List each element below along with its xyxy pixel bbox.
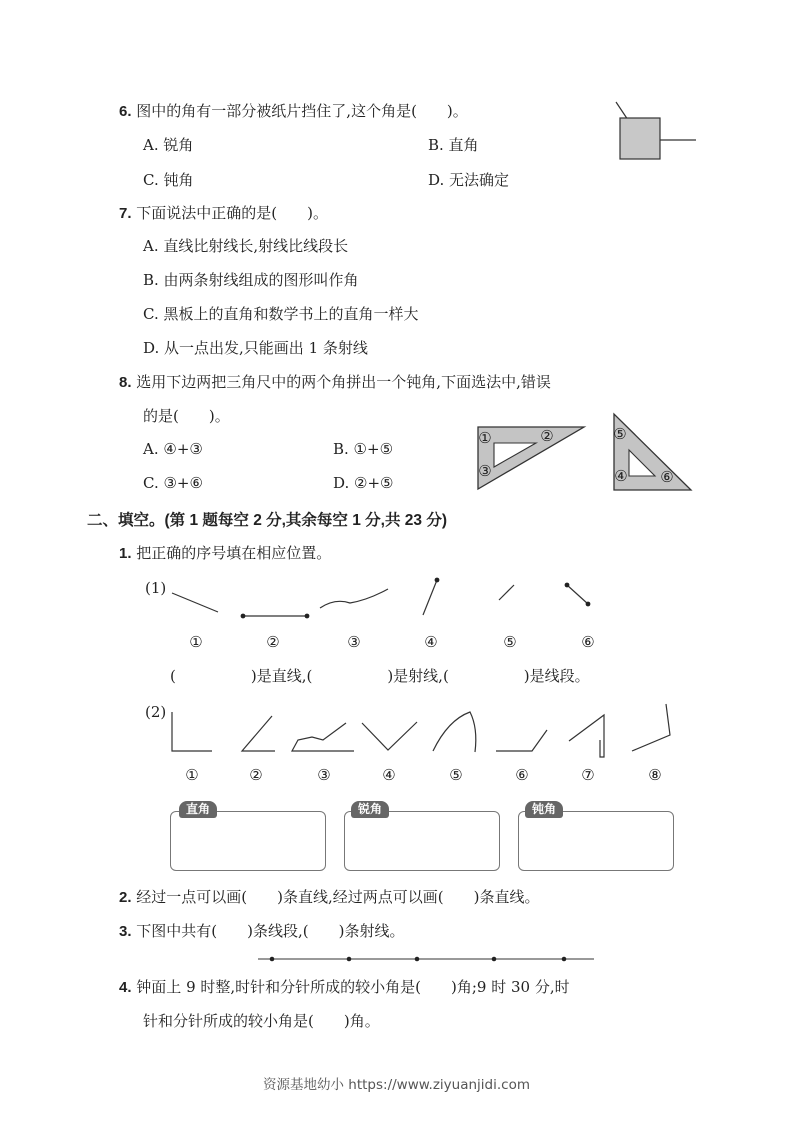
obtuse-angle-box-tag: 钝角 <box>525 801 563 818</box>
right-angle-box-tag: 直角 <box>179 801 217 818</box>
part-2-mark-6: ⑥ <box>515 766 529 784</box>
fill-1-part-1-label: (1) <box>145 579 167 597</box>
section-2-title: 二、填空。(第 1 题每空 2 分,其余每空 1 分,共 23 分) <box>87 512 447 529</box>
q8-stem-line1: 选用下边两把三角尺中的两个角拼出一个钝角,下面选法中,错误 <box>136 373 551 391</box>
set-square-1-angle-2: ② <box>540 427 554 445</box>
q7-option-a: A. 直线比射线长,射线比线段长 <box>143 237 349 255</box>
q7-number: 7. <box>119 205 132 222</box>
fill-2-number: 2. <box>119 889 132 906</box>
acute-angle-box-tag: 锐角 <box>351 801 389 818</box>
part-1-answer-line: ( )是直线,( )是射线,( )是线段。 <box>170 667 590 685</box>
fill-4-line1: 钟面上 9 时整,时针和分针所成的较小角是( )角;9 时 30 分,时 <box>136 978 570 996</box>
q8-stem-line2: 的是( )。 <box>143 407 230 425</box>
fill-1-stem: 把正确的序号填在相应位置。 <box>136 544 332 562</box>
fill-1-part-2-label: (2) <box>145 703 167 721</box>
part-2-mark-2: ② <box>249 766 263 784</box>
part-1-mark-4: ④ <box>424 633 438 651</box>
part-1-mark-2: ② <box>266 633 280 651</box>
q6-option-b: B. 直角 <box>428 136 479 154</box>
part-2-mark-7: ⑦ <box>581 766 595 784</box>
set-square-2-angle-6: ⑥ <box>660 468 674 486</box>
q7-option-c: C. 黑板上的直角和数学书上的直角一样大 <box>143 305 419 323</box>
q6-stem: 图中的角有一部分被纸片挡住了,这个角是( )。 <box>136 102 468 120</box>
fill-1-number: 1. <box>119 545 132 562</box>
part-2-mark-5: ⑤ <box>449 766 463 784</box>
fill-3-number: 3. <box>119 923 132 940</box>
q6-option-a: A. 锐角 <box>143 136 194 154</box>
part-1-mark-5: ⑤ <box>503 633 517 651</box>
set-square-1-angle-3: ③ <box>478 462 492 480</box>
q8-option-d: D. ②+⑤ <box>333 474 394 492</box>
q8-number: 8. <box>119 374 132 391</box>
part-1-mark-3: ③ <box>347 633 361 651</box>
set-square-1-angle-1: ① <box>478 429 492 447</box>
q8-option-b: B. ①+⑤ <box>333 440 394 458</box>
part-2-mark-1: ① <box>185 766 199 784</box>
part-1-mark-1: ① <box>189 633 203 651</box>
q7-stem: 下面说法中正确的是( )。 <box>136 204 329 222</box>
fill-4-line2: 针和分针所成的较小角是( )角。 <box>143 1012 380 1030</box>
q8-option-c: C. ③+⑥ <box>143 474 203 492</box>
part-2-mark-8: ⑧ <box>648 766 662 784</box>
q6-option-c: C. 钝角 <box>143 171 194 189</box>
footer-watermark: 资源基地幼小 https://www.ziyuanjidi.com <box>262 1077 530 1093</box>
q7-option-d: D. 从一点出发,只能画出 1 条射线 <box>143 339 368 357</box>
q6-option-d: D. 无法确定 <box>428 171 510 189</box>
q6-number: 6. <box>119 103 132 120</box>
fill-3-text: 下图中共有( )条线段,( )条射线。 <box>136 922 405 940</box>
q8-option-a: A. ④+③ <box>143 440 203 458</box>
set-square-2-angle-5: ⑤ <box>613 425 627 443</box>
part-2-mark-3: ③ <box>317 766 331 784</box>
part-2-mark-4: ④ <box>382 766 396 784</box>
part-1-mark-6: ⑥ <box>581 633 595 651</box>
q7-option-b: B. 由两条射线组成的图形叫作角 <box>143 271 359 289</box>
set-square-2-angle-4: ④ <box>614 467 628 485</box>
fill-4-number: 4. <box>119 979 132 996</box>
fill-2-text: 经过一点可以画( )条直线,经过两点可以画( )条直线。 <box>136 888 540 906</box>
fill-4 <box>119 980 570 995</box>
